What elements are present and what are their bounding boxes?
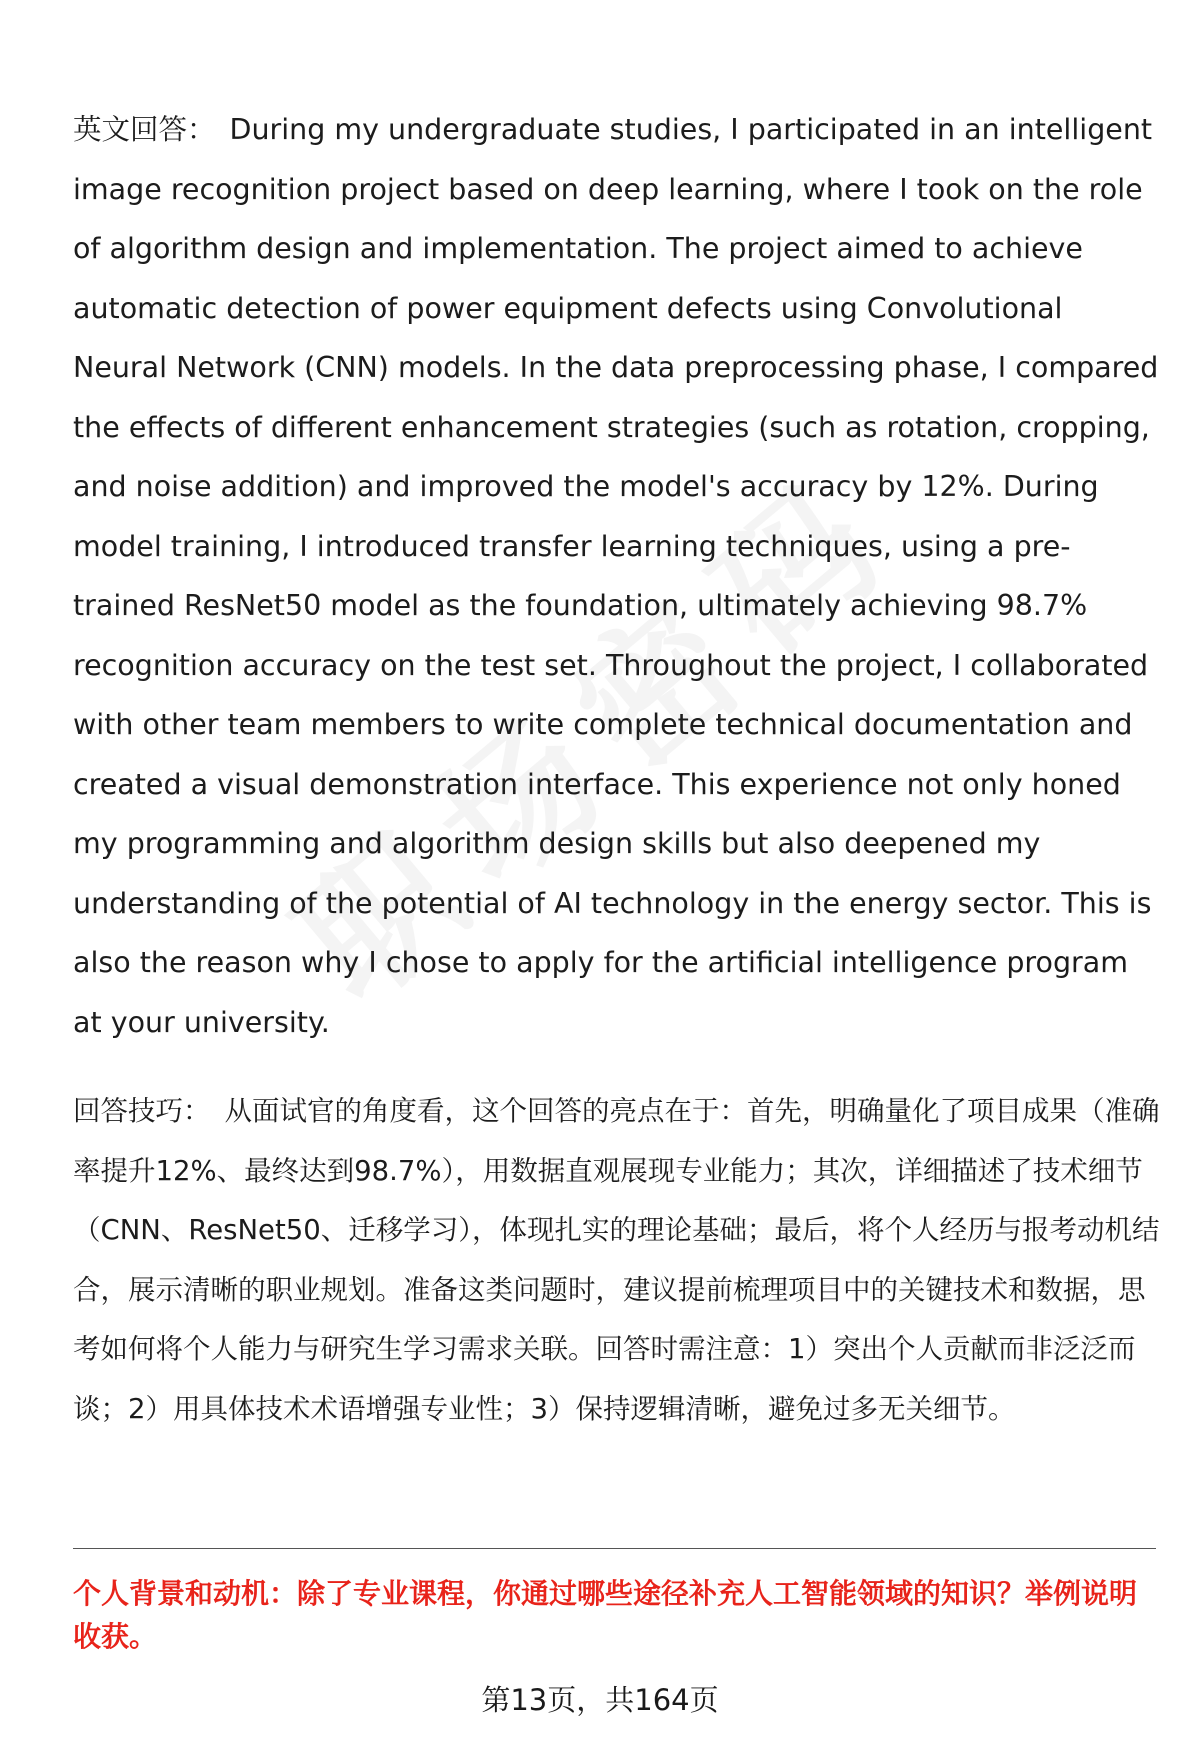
page-number: 第13页，共164页 [481, 1683, 719, 1717]
answer-tips-label: 回答技巧： [73, 1095, 211, 1127]
answer-tips-paragraph [73, 1082, 1160, 1439]
english-answer-label: 英文回答： [73, 113, 216, 146]
english-answer-text: During my undergraduate studies, I participated in an intelligent image recognition project based on deep learning, where I took on the role of algorithm design and implementation. The project aimed to achieve automatic detection of power equipment defects using Convolutional Neural Network (CNN) models. In the data preprocessing phase, I compared the effects of different enhancement strategies (such as rotation, cropping, and noise addition) and improved the model's accuracy by 12%. During model training, I introduced transfer learning techniques, using a pre-trained ResNet50 model as the foundation, ultimately achieving 98.7% recognition accuracy on the test set. Throughout the project, I collaborated with other team members to write complete technical documentation and created a visual demonstration interface. This experience not only honed my programming and algorithm design skills but also deepened my understanding of the potential of AI technology in the energy sector. This is also the reason why I chose to apply for the artificial intelligence program at your university. [73, 113, 1159, 1039]
next-question-heading: 个人背景和动机：除了专业课程，你通过哪些途径补充人工智能领域的知识？举例说明收获。 [73, 1577, 1138, 1653]
answer-tips-text: 从面试官的角度看，这个回答的亮点在于：首先，明确量化了项目成果（准确率提升12%、最终达到98.7%），用数据直观展现专业能力；其次，详细描述了技术细节（CNN、ResNet50、迁移学习），体现扎实的理论基础；最后，将个人经历与报考动机结合，展示清晰的职业规划。准备这类问题时，建议提前梳理项目中的关键技术和数据，思考如何将个人能力与研究生学习需求关联。回答时需注意：1）突出个人贡献而非泛泛而谈；2）用具体技术术语增强专业性；3）保持逻辑清晰，避免过多无关细节。 [73, 1095, 1160, 1425]
section-divider [73, 1548, 1156, 1549]
content-area [73, 100, 1160, 1439]
english-answer-paragraph [73, 100, 1160, 1052]
